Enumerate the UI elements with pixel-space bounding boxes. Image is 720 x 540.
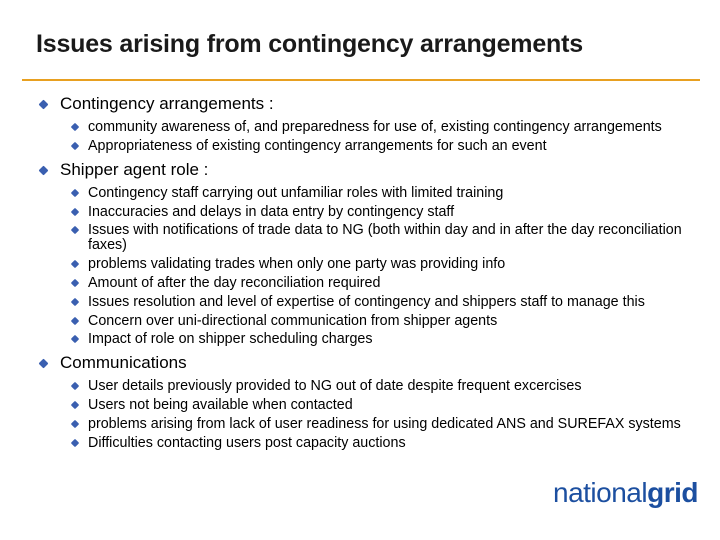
slide-content [38,94,698,457]
diamond-bullet-icon [39,100,49,110]
section-heading [38,94,698,114]
list-item: Issues resolution and level of expertise of contingency and shippers staff to manage this [76,295,688,310]
diamond-bullet-icon [71,279,79,287]
diamond-bullet-icon [71,420,79,428]
logo-grid: grid [647,477,698,508]
list-item: Users not being available when contacted [76,398,688,413]
list-item: Inaccuracies and delays in data entry by contingency staff [76,205,688,220]
national-grid-logo [553,477,698,509]
diamond-bullet-icon [71,316,79,324]
section-heading [38,160,698,180]
list-item: problems arising from lack of user readiness for using dedicated ANS and SUREFAX systems [76,417,688,432]
list-item: Issues with notifications of trade data to NG (both within day and in after the day reconciliation faxes) [76,223,688,253]
section-heading [38,353,698,373]
diamond-bullet-icon [71,123,79,131]
logo-national: national [553,477,648,508]
list-item: Appropriateness of existing contingency arrangements for such an event [76,139,688,154]
slide-title: Issues arising from contingency arrangements [36,30,583,58]
diamond-bullet-icon [71,189,79,197]
diamond-bullet-icon [71,439,79,447]
section-shipper-agent-role [38,160,698,348]
title-underline [22,79,700,81]
section-contingency-arrangements [38,94,698,154]
section-heading-text: Contingency arrangements : [60,94,274,113]
list-item: Concern over uni-directional communication from shipper agents [76,314,688,329]
list-item: Amount of after the day reconciliation required [76,276,688,291]
diamond-bullet-icon [71,298,79,306]
list-item: Contingency staff carrying out unfamiliar roles with limited training [76,186,688,201]
diamond-bullet-icon [71,401,79,409]
diamond-bullet-icon [71,142,79,150]
list-item: problems validating trades when only one party was providing info [76,257,688,272]
diamond-bullet-icon [71,335,79,343]
diamond-bullet-icon [71,260,79,268]
list-item: Impact of role on shipper scheduling charges [76,332,688,347]
list-item: User details previously provided to NG out of date despite frequent excercises [76,379,688,394]
diamond-bullet-icon [71,382,79,390]
diamond-bullet-icon [39,359,49,369]
diamond-bullet-icon [71,226,79,234]
list-item: community awareness of, and preparedness for use of, existing contingency arrangements [76,120,688,135]
section-heading-text: Shipper agent role : [60,159,209,179]
section-communications [38,353,698,450]
list-item: Difficulties contacting users post capacity auctions [76,436,688,451]
diamond-bullet-icon [39,165,49,175]
section-heading-text: Communications [60,353,187,373]
diamond-bullet-icon [71,207,79,215]
